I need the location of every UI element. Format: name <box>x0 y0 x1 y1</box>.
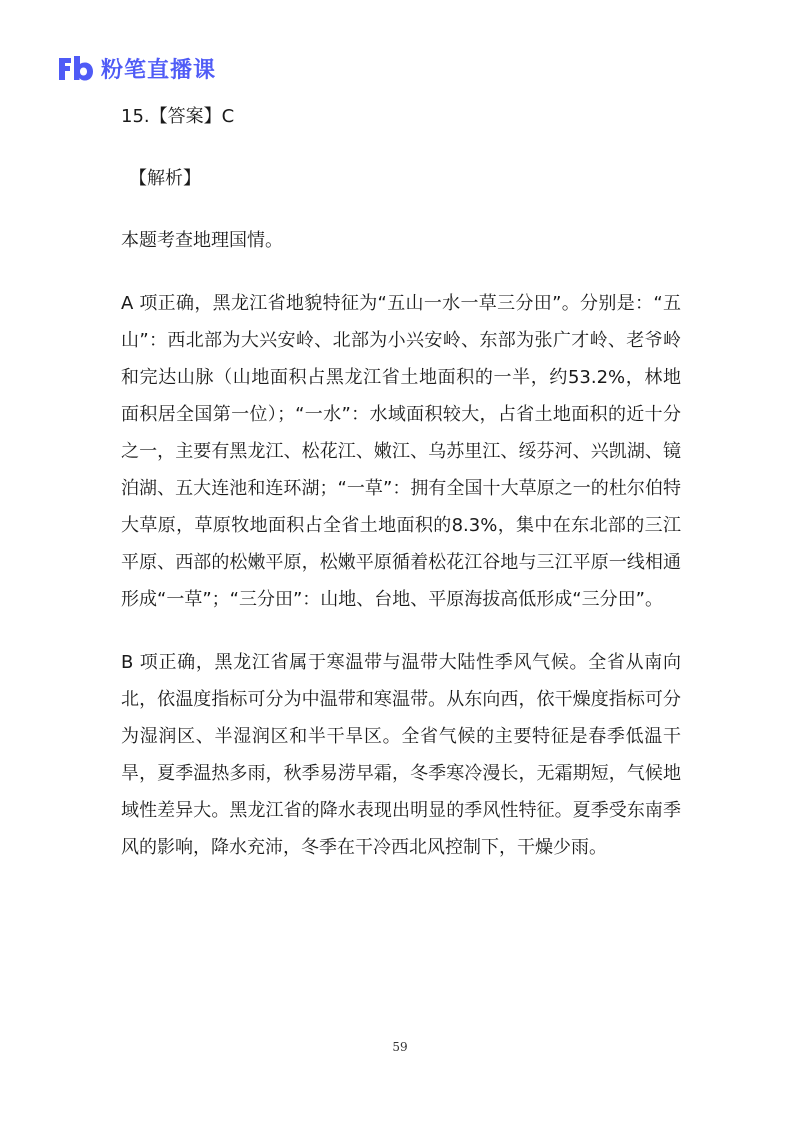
page-number: 59 <box>392 1040 408 1054</box>
document-body <box>121 100 681 866</box>
answer-line: 15.【答案】C <box>121 106 235 127</box>
brand-header <box>57 52 216 84</box>
analysis-label: 【解析】 <box>129 168 201 189</box>
brand-name: 粉笔直播课 <box>101 57 217 83</box>
option-b-paragraph: B 项正确，黑龙江省属于寒温带与温带大陆性季风气候。全省从南向北，依温度指标可分为中温带和寒温带。从东向西，依干燥度指标可分为湿润区、半湿润区和半干旱区。全省气候的主要特征是春季低温干旱，夏季温热多雨，秋季易涝早霜，冬季寒冷漫长，无霜期短，气候地域性差异大。黑龙江省的降水表现出明显的季风性特征。夏季受东南季风的影响，降水充沛，冬季在干冷西北风控制下，干燥少雨。 <box>121 652 681 858</box>
option-a-paragraph: A 项正确，黑龙江省地貌特征为“五山一水一草三分田”。分别是：“五山”：西北部为大兴安岭、北部为小兴安岭、东部为张广才岭、老爷岭和完达山脉（山地面积占黑龙江省土地面积的一半，约53.2%，林地面积居全国第一位）；“一水”：水域面积较大，占省土地面积的近十分之一，主要有黑龙江、松花江、嫩江、乌苏里江、绥芬河、兴凯湖、镜泊湖、五大连池和连环湖；“一草”：拥有全国十大草原之一的杜尔伯特大草原，草原牧地面积占全省土地面积的8.3%，集中在东北部的三江平原、西部的松嫩平原，松嫩平原循着松花江谷地与三江平原一线相通形成“一草”；“三分田”：山地、台地、平原海拔高低形成“三分田”。 <box>121 293 681 610</box>
fb-logo-icon <box>57 54 95 82</box>
intro-paragraph: 本题考查地理国情。 <box>121 230 283 251</box>
